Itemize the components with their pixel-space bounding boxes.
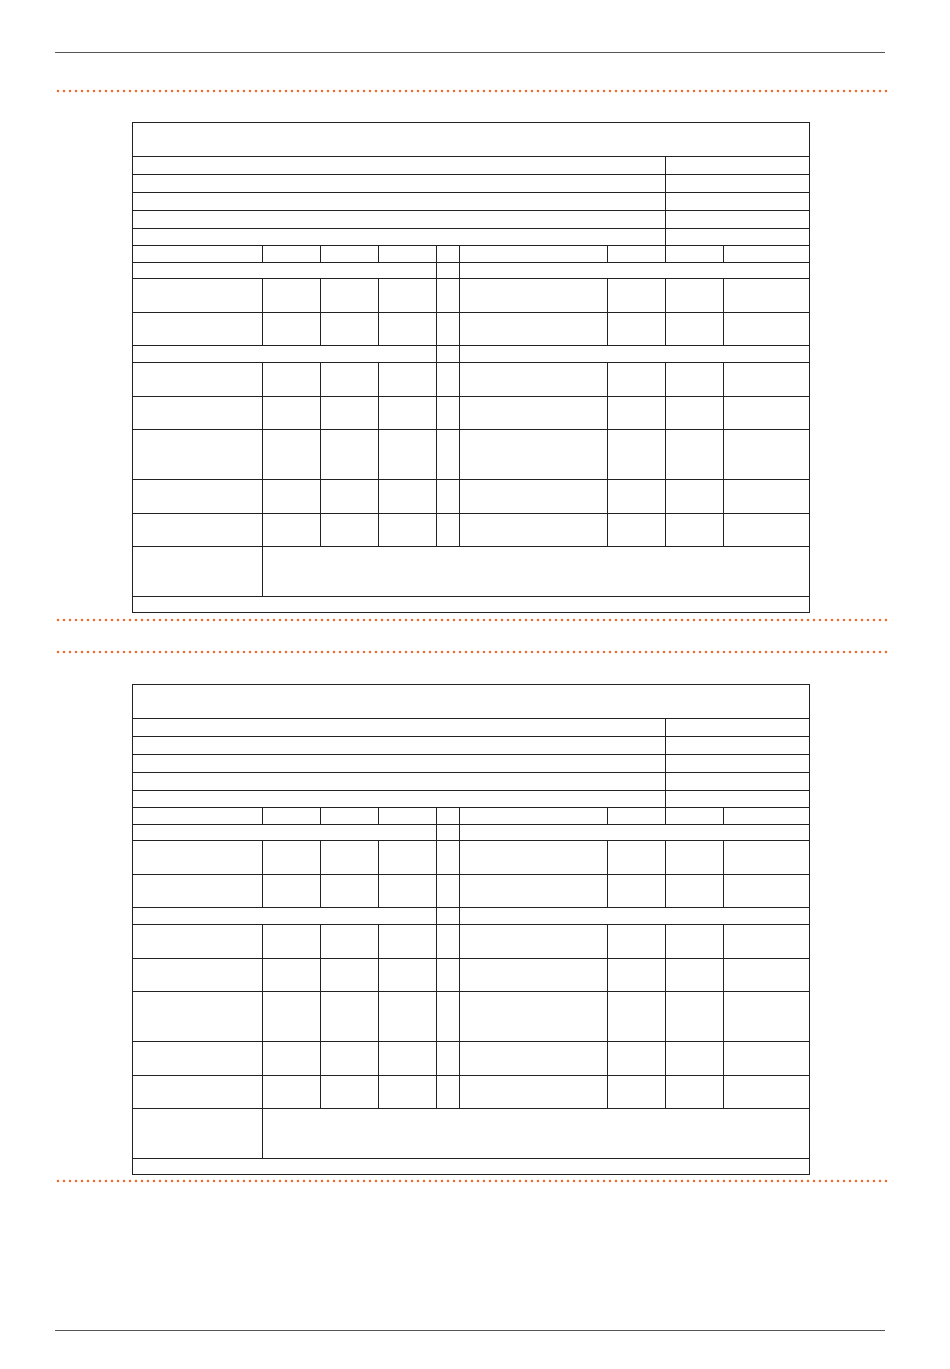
grid-line bbox=[378, 807, 379, 824]
grid-line bbox=[133, 772, 809, 773]
grid-line bbox=[133, 429, 809, 430]
grid-line bbox=[133, 228, 809, 229]
grid-line bbox=[133, 396, 809, 397]
page-footer-rule bbox=[55, 1330, 885, 1331]
grid-line bbox=[320, 362, 321, 546]
grid-line bbox=[262, 1108, 263, 1158]
grid-line bbox=[133, 754, 809, 755]
grid-line bbox=[378, 245, 379, 262]
blank-form-table bbox=[132, 122, 810, 613]
grid-line bbox=[320, 924, 321, 1108]
blank-form-table bbox=[132, 684, 810, 1175]
grid-line bbox=[133, 958, 809, 959]
grid-line bbox=[436, 362, 437, 546]
dotted-separator bbox=[55, 1179, 888, 1183]
grid-line bbox=[436, 824, 437, 840]
grid-line bbox=[320, 840, 321, 907]
grid-line bbox=[133, 790, 809, 791]
grid-line bbox=[262, 546, 263, 596]
grid-line bbox=[459, 278, 460, 345]
grid-line bbox=[262, 840, 263, 907]
grid-line bbox=[320, 245, 321, 262]
grid-line bbox=[665, 278, 666, 345]
grid-line bbox=[133, 546, 809, 547]
grid-line bbox=[262, 362, 263, 546]
grid-line bbox=[133, 210, 809, 211]
grid-line bbox=[133, 513, 809, 514]
grid-line bbox=[436, 278, 437, 345]
grid-line bbox=[436, 840, 437, 907]
grid-line bbox=[607, 278, 608, 345]
dotted-separator bbox=[55, 618, 888, 622]
grid-line bbox=[378, 362, 379, 546]
grid-line bbox=[320, 278, 321, 345]
grid-line bbox=[665, 245, 666, 262]
grid-line bbox=[133, 736, 809, 737]
grid-line bbox=[723, 245, 724, 262]
grid-line bbox=[133, 1041, 809, 1042]
grid-line bbox=[378, 278, 379, 345]
grid-line bbox=[133, 479, 809, 480]
grid-line bbox=[436, 807, 437, 824]
grid-line bbox=[607, 840, 608, 907]
grid-line bbox=[378, 924, 379, 1108]
grid-line bbox=[133, 1158, 809, 1159]
grid-line bbox=[133, 192, 809, 193]
grid-line bbox=[607, 807, 608, 824]
grid-line bbox=[133, 174, 809, 175]
grid-line bbox=[459, 345, 460, 362]
grid-line bbox=[133, 596, 809, 597]
grid-line bbox=[133, 245, 809, 246]
grid-line bbox=[133, 1108, 809, 1109]
grid-line bbox=[459, 262, 460, 278]
grid-line bbox=[459, 807, 460, 824]
grid-line bbox=[133, 991, 809, 992]
grid-line bbox=[133, 262, 809, 263]
grid-line bbox=[665, 807, 666, 824]
grid-line bbox=[436, 245, 437, 262]
dotted-separator bbox=[55, 89, 888, 93]
grid-line bbox=[262, 924, 263, 1108]
dotted-separator bbox=[55, 650, 888, 654]
grid-line bbox=[723, 807, 724, 824]
grid-line bbox=[607, 245, 608, 262]
grid-line bbox=[262, 807, 263, 824]
grid-line bbox=[436, 262, 437, 278]
grid-line bbox=[723, 840, 724, 907]
grid-line bbox=[459, 245, 460, 262]
grid-line bbox=[459, 824, 460, 840]
grid-line bbox=[723, 278, 724, 345]
grid-line bbox=[459, 907, 460, 924]
grid-line bbox=[665, 156, 666, 245]
page-header-rule bbox=[55, 52, 885, 53]
grid-line bbox=[723, 924, 724, 1108]
grid-line bbox=[133, 824, 809, 825]
grid-line bbox=[133, 807, 809, 808]
grid-line bbox=[133, 874, 809, 875]
grid-line bbox=[436, 345, 437, 362]
grid-line bbox=[133, 362, 809, 363]
grid-line bbox=[133, 278, 809, 279]
grid-line bbox=[133, 924, 809, 925]
grid-line bbox=[133, 840, 809, 841]
grid-line bbox=[607, 924, 608, 1108]
grid-line bbox=[133, 718, 809, 719]
grid-line bbox=[133, 907, 809, 908]
grid-line bbox=[723, 362, 724, 546]
grid-line bbox=[665, 840, 666, 907]
grid-line bbox=[378, 840, 379, 907]
grid-line bbox=[262, 278, 263, 345]
grid-line bbox=[459, 362, 460, 546]
grid-line bbox=[665, 924, 666, 1108]
grid-line bbox=[665, 718, 666, 807]
grid-line bbox=[665, 362, 666, 546]
grid-line bbox=[262, 245, 263, 262]
grid-line bbox=[133, 312, 809, 313]
grid-line bbox=[436, 907, 437, 924]
grid-line bbox=[436, 924, 437, 1108]
grid-line bbox=[607, 362, 608, 546]
grid-line bbox=[459, 840, 460, 907]
grid-line bbox=[320, 807, 321, 824]
grid-line bbox=[133, 345, 809, 346]
grid-line bbox=[133, 156, 809, 157]
grid-line bbox=[459, 924, 460, 1108]
grid-line bbox=[133, 1075, 809, 1076]
